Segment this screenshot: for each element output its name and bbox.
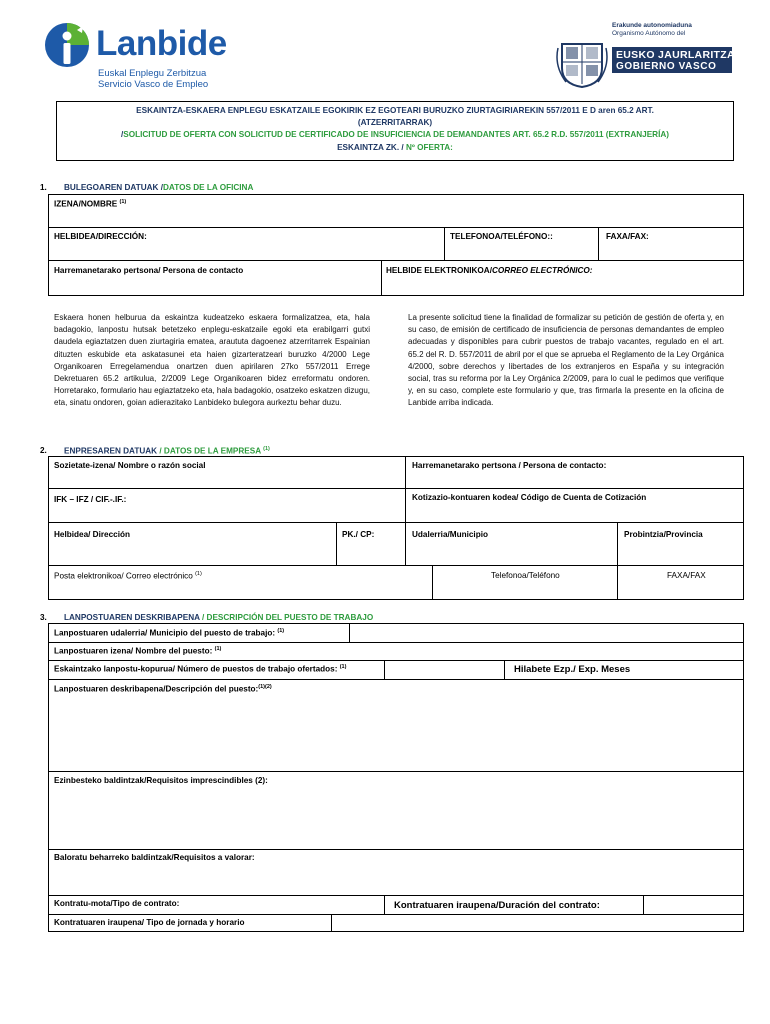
gobierno-vasco-logo: [556, 20, 756, 90]
job-vdivider-5: [643, 895, 644, 914]
company-municipio-label: Udalerria/Municipio: [412, 530, 488, 539]
section1-title-es: DATOS DE LA OFICINA: [163, 183, 254, 192]
gov-line1: Erakunde autonomiaduna: [612, 22, 692, 29]
job-duracion-field[interactable]: [648, 898, 740, 912]
company-email-label: [54, 571, 202, 581]
company-divider-3: [48, 565, 744, 566]
company-cif-label: IFK – IFZ / CIF.-.IF.:: [54, 495, 127, 504]
company-cuenta-field[interactable]: [412, 506, 740, 520]
oferta-number-label: Nº OFERTA:: [405, 143, 453, 152]
company-vdivider-1: [405, 456, 406, 522]
title-line2: (ATZERRITARRAK): [357, 118, 433, 127]
title-line1: ESKAINTZA-ESKAERA ENPLEGU ESKATZAILE EGOKIRIK EZ EGOTEARI BURUZKO ZIURTAGIRIAREKIN 557/2011 E D aren 65.2 ART.: [136, 106, 654, 115]
office-fax-field[interactable]: [606, 244, 740, 258]
job-nombre-text: Lanpostuaren izena/ Nombre del puesto:: [54, 646, 213, 656]
company-direccion-label: Helbidea/ Dirección: [54, 530, 130, 539]
job-vdivider-6: [331, 914, 332, 932]
office-telefono-field[interactable]: [450, 244, 594, 258]
section2-number: 2.: [40, 446, 47, 455]
job-divider-1: [48, 642, 744, 643]
job-divider-3: [48, 679, 744, 680]
title-line4: ESKAINTZA ZK. /: [337, 143, 406, 152]
job-experiencia-field[interactable]: [648, 663, 740, 677]
title-line3-slash: /: [120, 130, 124, 139]
office-contacto-label: Harremanetarako pertsona/ Persona de contacto: [54, 266, 244, 275]
office-email-field[interactable]: [386, 279, 740, 293]
gov-line2: Organismo Autónomo del: [612, 30, 686, 37]
section1-title-eu: BULEGOAREN DATUAK /: [64, 183, 164, 192]
job-nombre-label: [54, 646, 221, 656]
company-vdivider-4: [617, 522, 618, 565]
office-vdivider-3: [381, 260, 382, 296]
job-nombre-field[interactable]: [250, 644, 740, 658]
job-municipio-sup: (1): [277, 628, 285, 634]
company-cp-field[interactable]: [342, 546, 402, 562]
job-jornada-label: Kontratuaren iraupena/ Tipo de jornada y horario: [54, 918, 245, 927]
office-nombre-sup: (1): [119, 199, 127, 205]
job-num-puestos-text: Eskaintzako lanpostu-kopurua/ Número de puestos de trabajo ofertados:: [54, 664, 338, 674]
job-requisitos-field[interactable]: [54, 789, 740, 847]
gov-name2: GOBIERNO VASCO: [616, 61, 717, 72]
job-municipio-text: Lanpostuaren udalerria/ Municipio del puesto de trabajo:: [54, 628, 276, 638]
company-vdivider-2: [336, 522, 337, 565]
info-paragraph-es: La presente solicitud tiene la finalidad de formalizar su petición de gestión de oferta y, en su caso, de emisión de certificado de insuficiencia de personas demandantes de empleo adecuadas y disponibles para cubrir puestos de trabajo vacantes, regulado en el art. 65.2 del R. D. 557/2011 de abril por el que se aprueba el Reglamento de la Ley Orgánica 4/2000, sobre derechos y libertades de los extranjeros en España y su integración social, tras su reforma por la Ley Orgánica 2/2009, para lo cual le pedimos que verifique y, en su caso, complete este formulario y que, tras firmarla la presente en la oficina de Lanbide arriba indicada.: [408, 313, 724, 408]
section2-title-es: / DATOS DE LA EMPRESA: [157, 446, 261, 456]
job-descripcion-sup: (1)(2): [258, 684, 272, 690]
job-vdivider-1: [349, 623, 350, 642]
company-email-sup: (1): [195, 571, 202, 577]
office-divider-2: [48, 260, 744, 261]
office-nombre-field[interactable]: [54, 211, 734, 225]
job-descripcion-field[interactable]: [54, 697, 740, 769]
company-fax-field[interactable]: [622, 584, 740, 598]
job-tipo-contrato-field[interactable]: [200, 898, 380, 912]
company-direccion-field[interactable]: [54, 546, 332, 562]
job-vdivider-4: [384, 895, 385, 914]
company-provincia-label: Probintzia/Provincia: [624, 530, 703, 539]
job-duracion-label: Kontratuaren iraupena/Duración del contrato:: [394, 900, 600, 911]
basque-coat-of-arms-icon: [556, 38, 608, 88]
job-vdivider-3: [504, 660, 505, 679]
office-email-label: [386, 266, 593, 275]
lanbide-logo-text: Lanbide: [96, 24, 227, 63]
section3-title: [64, 613, 373, 622]
job-experiencia-label: Hilabete Ezp./ Exp. Meses: [514, 664, 631, 675]
office-direccion-field[interactable]: [54, 244, 438, 258]
company-razon-field[interactable]: [54, 473, 400, 486]
title-line4-wrap: [56, 143, 734, 152]
company-email-text: Posta elektronikoa/ Correo electrónico: [54, 571, 193, 581]
office-divider-1: [48, 227, 744, 228]
title-line3: SOLICITUD DE OFERTA CON SOLICITUD DE CERTIFICADO DE INSUFICIENCIA DE DEMANDANTES ART. 65.2 R.D. 557/2011 (EXTRANJERÍA): [123, 130, 670, 139]
section3-title-es: / DESCRIPCIÓN DEL PUESTO DE TRABAJO: [199, 613, 374, 622]
gov-name1: EUSKO JAURLARITZA: [616, 49, 735, 61]
job-requisitos-label: Ezinbesteko baldintzak/Requisitos imprescindibles (2):: [54, 776, 268, 785]
office-email-text: HELBIDE ELEKTRONIKOA/: [386, 266, 492, 275]
company-cuenta-label: Kotizazio-kontuaren kodea/ Código de Cuenta de Cotización: [412, 493, 647, 502]
job-municipio-field[interactable]: [354, 626, 740, 640]
lanbide-logo-icon: [44, 22, 90, 68]
job-num-puestos-field[interactable]: [389, 663, 501, 677]
section3-number: 3.: [40, 613, 47, 622]
lanbide-logo-sub1: Euskal Enplegu Zerbitzua: [98, 68, 207, 79]
job-nombre-sup: (1): [214, 646, 222, 652]
company-vdivider-3: [405, 522, 406, 565]
company-cp-label: PK./ CP:: [342, 530, 375, 539]
office-contacto-field[interactable]: [54, 279, 376, 293]
lanbide-logo: [44, 22, 244, 94]
job-tipo-contrato-label: Kontratu-mota/Tipo de contrato:: [54, 899, 180, 908]
office-email-text-it: CORREO ELECTRÓNICO:: [492, 266, 593, 275]
office-vdivider-1: [444, 227, 445, 260]
job-divider-5: [48, 849, 744, 850]
company-municipio-field[interactable]: [412, 546, 614, 562]
section1-title: [64, 183, 253, 192]
job-divider-6: [48, 895, 744, 896]
office-direccion-label: HELBIDEA/DIRECCIÓN:: [54, 232, 147, 241]
office-telefono-label: TELEFONOA/TELÉFONO::: [450, 232, 553, 241]
office-nombre-text: IZENA/NOMBRE: [54, 199, 118, 209]
job-valorar-label: Baloratu beharreko baldintzak/Requisitos a valorar:: [54, 853, 255, 862]
company-telefono-field[interactable]: [438, 584, 614, 598]
company-contacto-field[interactable]: [412, 473, 740, 486]
office-nombre-label: [54, 199, 126, 209]
office-vdivider-2: [598, 227, 599, 260]
company-divider-1: [48, 488, 744, 489]
company-divider-2: [48, 522, 744, 523]
company-vdivider-5: [432, 565, 433, 600]
job-municipio-label: [54, 628, 284, 638]
company-email-field[interactable]: [54, 584, 428, 598]
company-vdivider-6: [617, 565, 618, 600]
lanbide-logo-sub2: Servicio Vasco de Empleo: [98, 79, 209, 90]
job-num-puestos-label: [54, 664, 346, 674]
job-jornada-field[interactable]: [336, 916, 740, 930]
job-descripcion-text: Lanpostuaren deskribapena/Descripción del puesto:: [54, 684, 259, 694]
section2-title-sup: (1): [263, 446, 270, 452]
info-paragraph-eu: Eskaera honen helburua da eskaintza kudeatzeko eskaera formalizatzea, eta, hala badagokio, lanpostu hutsak betetzeko enplegu-eskatzaile egoki eta erabilgarri gutxi daudela egiaztatzen duen ziurtagiria ematea, araututa dagoenez atzerritarrek Espainian dituzten eskubide eta askatasunei eta haien gizarteratzeari buruzko 4/2000 Lege Organikoaren Erregelamendua onartzen duen apirilaren 27ko 557/2011 Errege Dekretuaren 65.2 artikulua, 2/2009 Lege Organikoaren bidez erreformatu ondoren. Horretarako, formulario hau egiaztatzeko eta, hala badagokio, osatzeko eskatzen dizugu, eta, sinatu ondoren, goian adierazitako Lanbideko bulegora aurkeztu behar duzu.: [54, 313, 370, 408]
section1-number: 1.: [40, 183, 47, 192]
title-line3-wrap: [56, 130, 734, 139]
section2-title: [64, 446, 270, 456]
office-fax-label: FAXA/FAX:: [606, 232, 649, 241]
company-telefono-label: Telefonoa/Teléfono: [491, 571, 560, 580]
section3-title-eu: LANPOSTUAREN DESKRIBAPENA: [64, 613, 200, 622]
company-fax-label: FAXA/FAX: [667, 571, 706, 580]
company-cif-field[interactable]: [150, 493, 400, 507]
job-divider-2: [48, 660, 744, 661]
job-valorar-field[interactable]: [54, 866, 740, 893]
company-razon-label: Sozietate-izena/ Nombre o razón social: [54, 461, 206, 470]
job-descripcion-label: [54, 684, 272, 694]
section2-title-eu: ENPRESAREN DATUAK: [64, 446, 158, 456]
job-vdivider-2: [384, 660, 385, 679]
job-divider-7: [48, 914, 744, 915]
company-contacto-label: Harremanetarako pertsona / Persona de contacto:: [412, 461, 607, 470]
job-num-puestos-sup: (1): [339, 664, 347, 670]
job-divider-4: [48, 771, 744, 772]
company-provincia-field[interactable]: [624, 546, 740, 562]
